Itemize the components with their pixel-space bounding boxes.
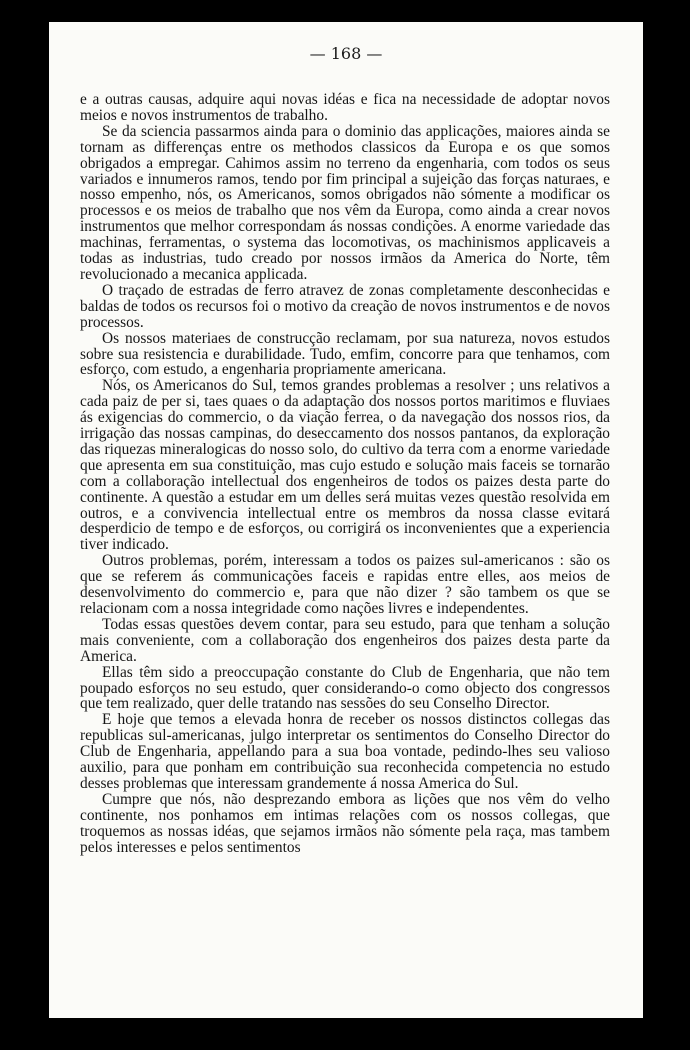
- paragraph: E hoje que temos a elevada honra de receber os nossos distinctos collegas das republicas sul-americanas, julgo interpretar os sentimentos do Conselho Director do Club de Engenharia, appellando para a sua boa vontade, pedindo-lhes seu valioso auxilio, para que ponham em contribuição sua reconhecida competencia no estudo desses problemas que interessam grandemente á nossa America do Sul.: [80, 711, 610, 792]
- paragraph: Os nossos materiaes de construcção reclamam, por sua natureza, novos estudos sobre sua resistencia e durabilidade. Tudo, emfim, concorre para que tenhamos, com esforço, com estudo, a engenharia propriamente americana.: [80, 329, 610, 379]
- paragraph: Nós, os Americanos do Sul, temos grandes problemas a resolver ; uns relativos a cada paiz de per si, taes quaes o da adaptação dos nossos portos maritimos e fluviaes ás exigencias do commercio, o da viação ferrea, o da navegação dos nossos rios, da irrigação das nossas campinas, do deseccamento dos nossos pantanos, da exploração das riquezas mineralogicas do nosso solo, do cultivo da terra com a enorme variedade que apresenta em sua constituição, mas cujo estudo e solução mais faceis se tornarão com a collaboração intellectual dos engenheiros de todos os paizes desta parte do continente. A questão a estudar em um delles será muitas vezes questão resolvida em outros, e a convivencia intellectual entre os membros da nossa classe evitará desperdicio de tempo e de esforços, ou corrigirá os inconvenientes que a experiencia tiver indicado.: [80, 377, 610, 554]
- paragraph: Todas essas questões devem contar, para seu estudo, para que tenham a solução mais conveniente, com a collaboração dos engenheiros dos paizes desta parte da America.: [80, 615, 610, 665]
- paragraph: O traçado de estradas de ferro atravez de zonas completamente desconhecidas e baldas de todos os recursos foi o motivo da creação de novos instrumentos e de novos processos.: [80, 281, 610, 331]
- paragraph: Cumpre que nós, não desprezando embora as lições que nos vêm do velho continente, nos ponhamos em intimas relações com os nossos collegas, que troquemos as nossas idéas, que sejamos irmãos não sómente pela raça, mas tambem pelos interesses e pelos sentimentos: [80, 790, 610, 856]
- document-page: [49, 22, 643, 1018]
- paragraph: Ellas têm sido a preoccupação constante do Club de Engenharia, que não tem poupado esforços no seu estudo, quer considerando-o como objecto dos congressos que tem realizado, quer delle tratando nas sessões do seu Conselho Director.: [80, 663, 610, 713]
- paragraph: e a outras causas, adquire aqui novas idéas e fica na necessidade de adoptar novos meios e novos instrumentos de trabalho.: [80, 91, 610, 124]
- paragraph: Outros problemas, porém, interessam a todos os paizes sul-americanos : são os que se referem ás communicações faceis e rapidas entre elles, aos meios de desenvolvimento do commercio e, para que não dizer ? são tambem os que se relacionam com a nossa integridade como nações livres e independentes.: [80, 552, 610, 617]
- paragraph: Se da sciencia passarmos ainda para o dominio das applicações, maiores ainda se tornam as differenças entre os methodos classicos da Europa e os que somos obrigados a empregar. Cahimos assim no terreno da engenharia, com todos os seus variados e innumeros ramos, tendo por fim principal a sujeição das forças naturaes, e nosso empenho, nós, os Americanos, somos obrigados não sómente a modificar os processos e os meios de trabalho que nos vêm da Europa, como ainda a crear novos instrumentos que melhor correspondam ás nossas condições. A enorme variedade das machinas, ferramentas, o systema das locomotivas, os machinismos applicaveis a todas as industrias, tudo creado por nossos irmãos da America do Norte, têm revolucionado a mecanica applicada.: [80, 122, 610, 283]
- page-body: [80, 92, 610, 856]
- page-number: — 168 —: [309, 44, 383, 63]
